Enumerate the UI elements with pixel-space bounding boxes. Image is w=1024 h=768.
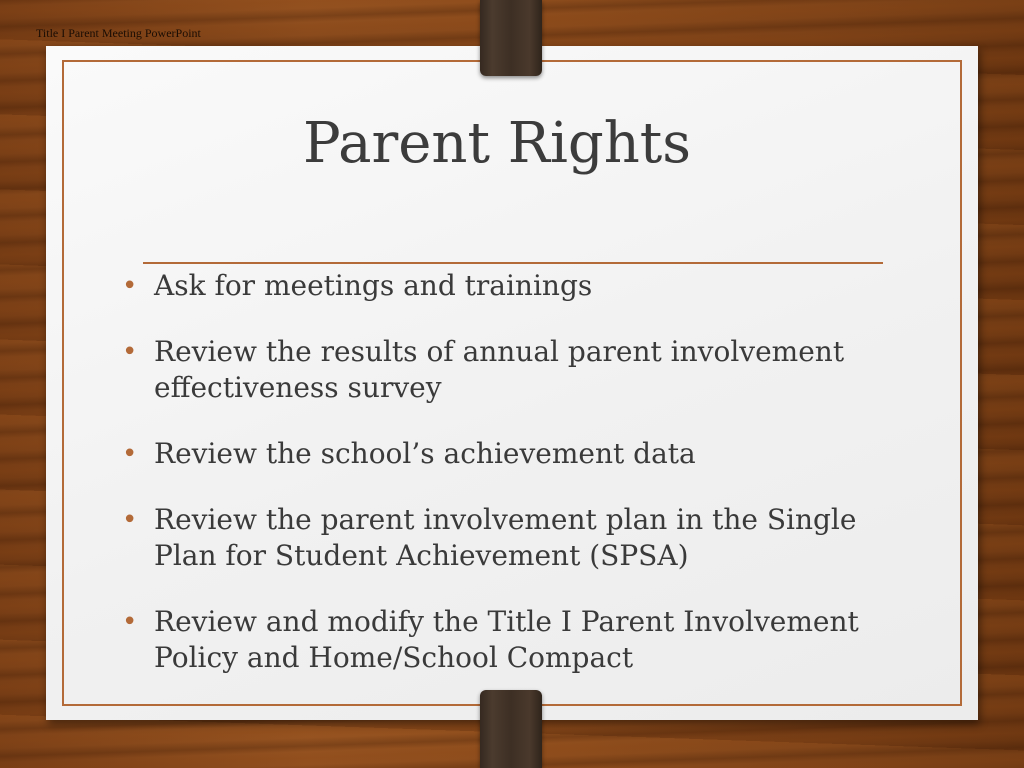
bullet-icon: • [122, 505, 138, 535]
bullet-text: Review the parent involvement plan in the Single Plan for Student Achievement (SPSA) [154, 503, 857, 572]
bullet-text: Ask for meetings and trainings [154, 269, 593, 302]
bullet-text: Review the results of annual parent involvement effectiveness survey [154, 335, 845, 404]
bullet-text: Review and modify the Title I Parent Involvement Policy and Home/School Compact [154, 605, 859, 674]
presentation-caption: Title I Parent Meeting PowerPoint [36, 26, 201, 40]
bullet-item [120, 604, 920, 676]
top-strap [480, 0, 542, 76]
slide-title: Parent Rights [302, 111, 692, 176]
bullet-icon: • [122, 337, 138, 367]
bullet-list [120, 268, 920, 706]
bullet-icon: • [122, 607, 138, 637]
bullet-text: Review the school’s achievement data [154, 437, 696, 470]
bullet-item [120, 502, 920, 574]
bullet-item [120, 334, 920, 406]
bullet-item [120, 436, 920, 472]
bullet-icon: • [122, 271, 138, 301]
title-divider [143, 262, 883, 264]
bullet-item [120, 268, 920, 304]
bullet-icon: • [122, 439, 138, 469]
